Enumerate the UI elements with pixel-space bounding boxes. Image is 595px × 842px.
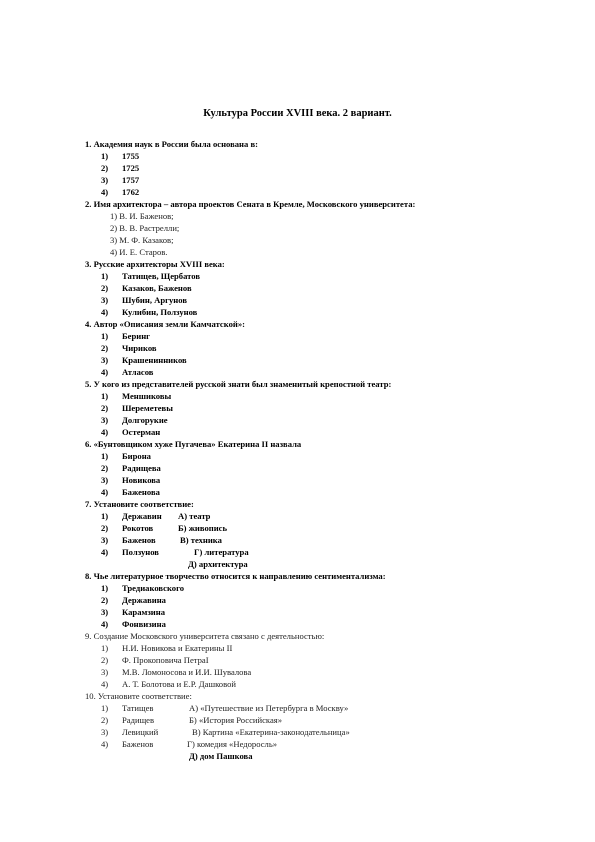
q5-option-text: Меншиковы xyxy=(122,391,172,401)
q2-option: 4) И. Е. Старов. xyxy=(110,247,168,257)
q7-left-text: Рокотов xyxy=(122,523,154,533)
q5-option-text: Долгорукие xyxy=(122,415,168,425)
question-8: 8. Чье литературное творчество относится к направлению сентиментализма: xyxy=(85,571,386,581)
q4-option-text: Крашенинников xyxy=(122,355,187,365)
question-4: 4. Автор «Описания земли Камчатской»: xyxy=(85,319,245,329)
q4-option-text: Атласов xyxy=(122,367,154,377)
q8-option-text: Карамзина xyxy=(122,607,165,617)
q9-option-num: 3) xyxy=(101,667,109,677)
q1-option-num: 1) xyxy=(101,151,109,161)
q8-option-text: Державина xyxy=(122,595,166,605)
q6-option-text: Баженова xyxy=(122,487,160,497)
q10-left-text: Татищев xyxy=(122,703,154,713)
q9-option-text: Н.И. Новикова и Екатерины II xyxy=(122,643,233,653)
q10-right-item: Д) дом Пашкова xyxy=(189,751,253,761)
q5-option-num: 1) xyxy=(101,391,109,401)
q6-option-num: 2) xyxy=(101,463,109,473)
q1-option-num: 3) xyxy=(101,175,109,185)
q4-option-text: Чириков xyxy=(122,343,157,353)
q6-option-num: 4) xyxy=(101,487,109,497)
q1-option-text: 1757 xyxy=(122,175,140,185)
q7-right-item: Б) живопись xyxy=(178,523,228,533)
page-title: Культура России XVIII века. 2 вариант. xyxy=(203,108,392,119)
q10-right-item: А) «Путешествие из Петербурга в Москву» xyxy=(189,703,349,713)
q7-right-item: Д) архитектура xyxy=(188,559,248,569)
q5-option-num: 3) xyxy=(101,415,109,425)
q9-option-text: А. Т. Болотова и Е.Р. Дашковой xyxy=(122,679,236,689)
q5-option-text: Шереметевы xyxy=(122,403,173,413)
q9-option-num: 1) xyxy=(101,643,109,653)
question-1: 1. Академия наук в России была основана в: xyxy=(85,139,258,149)
q7-left-text: Ползунов xyxy=(122,547,159,557)
q2-option: 1) В. И. Баженов; xyxy=(110,211,174,221)
q6-option-text: Новикова xyxy=(122,475,161,485)
q1-option-text: 1762 xyxy=(122,187,140,197)
q9-option-num: 2) xyxy=(101,655,109,665)
q7-left-text: Державин xyxy=(122,511,162,521)
question-2: 2. Имя архитектора – автора проектов Сената в Кремле, Московского университета: xyxy=(85,199,416,209)
q4-option-num: 3) xyxy=(101,355,109,365)
q7-right-item: В) техника xyxy=(180,535,222,545)
q10-right-item: В) Картина «Екатерина-законодательница» xyxy=(192,727,350,737)
question-3: 3. Русские архитекторы XVIII века: xyxy=(85,259,225,269)
q3-option-num: 1) xyxy=(101,271,109,281)
q8-option-text: Тредиаковского xyxy=(122,583,185,593)
q10-left-text: Баженов xyxy=(122,739,154,749)
q10-left-num: 1) xyxy=(101,703,109,713)
q8-option-text: Фонвизина xyxy=(122,619,166,629)
q8-option-num: 2) xyxy=(101,595,109,605)
q2-option: 2) В. В. Растрелли; xyxy=(110,223,180,233)
q3-option-text: Шубин, Аргунов xyxy=(122,295,187,305)
question-5: 5. У кого из представителей русской знати был знаменитый крепостной театр: xyxy=(85,379,392,389)
question-9: 9. Создание Московского университета связано с деятельностью: xyxy=(85,631,325,641)
q7-right-item: А) театр xyxy=(178,511,211,521)
q6-option-num: 3) xyxy=(101,475,109,485)
q1-option-text: 1755 xyxy=(122,151,140,161)
q1-option-num: 4) xyxy=(101,187,109,197)
q9-option-text: М.В. Ломоносова и И.И. Шувалова xyxy=(122,667,252,677)
q7-right-item: Г) литература xyxy=(194,547,249,557)
q6-option-text: Бирона xyxy=(122,451,151,461)
q9-option-num: 4) xyxy=(101,679,109,689)
q7-left-num: 4) xyxy=(101,547,109,557)
q1-option-text: 1725 xyxy=(122,163,140,173)
q7-left-text: Баженов xyxy=(122,535,156,545)
q7-left-num: 2) xyxy=(101,523,109,533)
q10-right-item: Г) комедия «Недоросль» xyxy=(187,739,278,749)
q2-option: 3) М. Ф. Казаков; xyxy=(110,235,174,245)
q5-option-num: 4) xyxy=(101,427,109,437)
q4-option-num: 4) xyxy=(101,367,109,377)
q9-option-text: Ф. Прокоповича ПетраI xyxy=(122,655,209,665)
q3-option-text: Кулибин, Ползунов xyxy=(122,307,198,317)
q4-option-num: 1) xyxy=(101,331,109,341)
q4-option-text: Беринг xyxy=(122,331,151,341)
q5-option-num: 2) xyxy=(101,403,109,413)
question-10: 10. Установите соответствие: xyxy=(85,691,192,701)
q4-option-num: 2) xyxy=(101,343,109,353)
q10-left-num: 2) xyxy=(101,715,109,725)
q7-left-num: 3) xyxy=(101,535,109,545)
q7-left-num: 1) xyxy=(101,511,109,521)
q3-option-num: 4) xyxy=(101,307,109,317)
q8-option-num: 3) xyxy=(101,607,109,617)
q10-left-text: Радищев xyxy=(122,715,155,725)
q6-option-text: Радищева xyxy=(122,463,161,473)
q8-option-num: 4) xyxy=(101,619,109,629)
q10-right-item: Б) «История Российская» xyxy=(189,715,283,725)
q10-left-num: 4) xyxy=(101,739,109,749)
q6-option-num: 1) xyxy=(101,451,109,461)
q10-left-text: Левицкий xyxy=(122,727,159,737)
q3-option-text: Татищев, Щербатов xyxy=(122,271,201,281)
q3-option-num: 3) xyxy=(101,295,109,305)
question-6: 6. «Бунтовщиком хуже Пугачева» Екатерина II назвала xyxy=(85,439,302,449)
question-7: 7. Установите соответствие: xyxy=(85,499,194,509)
q3-option-text: Казаков, Баженов xyxy=(122,283,192,293)
q1-option-num: 2) xyxy=(101,163,109,173)
q5-option-text: Остерман xyxy=(122,427,161,437)
q8-option-num: 1) xyxy=(101,583,109,593)
q3-option-num: 2) xyxy=(101,283,109,293)
q10-left-num: 3) xyxy=(101,727,109,737)
